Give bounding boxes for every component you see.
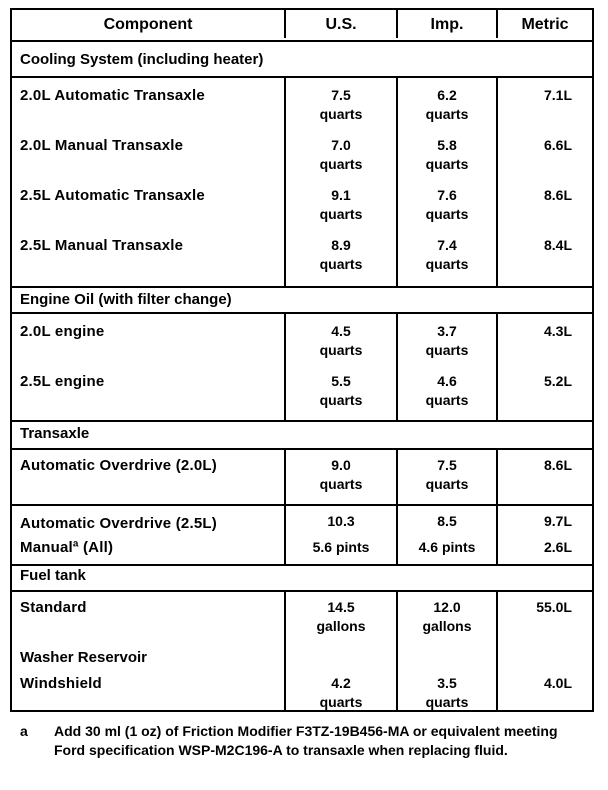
row-label: 2.0L Automatic Transaxle xyxy=(20,87,205,104)
section-divider xyxy=(12,564,592,566)
metric-value: 8.6L xyxy=(543,457,572,473)
row-label: Windshield xyxy=(20,675,102,692)
header-us: U.S. xyxy=(325,16,357,33)
metric-value: 2.6L xyxy=(543,539,572,555)
us-value: 4.2 quarts xyxy=(319,675,363,710)
row-label: Manualª (All) xyxy=(20,539,114,556)
table-header xyxy=(12,10,592,42)
metric-value: 8.4L xyxy=(543,237,572,253)
imp-value: 6.2 quarts xyxy=(425,87,469,122)
metric-value: 5.2L xyxy=(543,373,572,389)
us-value: 9.0 quarts xyxy=(319,457,363,492)
capacities-table xyxy=(10,8,594,712)
header-metric: Metric xyxy=(521,16,569,33)
imp-value: 7.5 quarts xyxy=(425,457,469,492)
row-divider xyxy=(12,504,592,506)
section-divider xyxy=(12,286,592,288)
imp-value: 4.6 quarts xyxy=(425,373,469,408)
section-divider xyxy=(12,312,592,314)
metric-value: 9.7L xyxy=(543,513,572,529)
us-value: 4.5 quarts xyxy=(319,323,363,358)
footnote-text: Add 30 ml (1 oz) of Friction Modifier F3TZ-19B456-MA or equivalent meeting Ford specification WSP-M2C196-A to transaxle when replacing fluid. xyxy=(54,723,558,758)
section-title-transaxle: Transaxle xyxy=(20,425,90,442)
imp-value: 7.4 quarts xyxy=(425,237,469,272)
row-label: 2.0L engine xyxy=(20,323,105,340)
us-value: 7.5 quarts xyxy=(319,87,363,122)
metric-value: 6.6L xyxy=(543,137,572,153)
imp-value: 12.0 gallons xyxy=(422,599,472,634)
us-value: 5.6 pints xyxy=(312,539,370,555)
row-label: 2.5L engine xyxy=(20,373,105,390)
row-label: Standard xyxy=(20,599,87,616)
row-label: 2.0L Manual Transaxle xyxy=(20,137,184,154)
imp-value: 5.8 quarts xyxy=(425,137,469,172)
us-value: 10.3 xyxy=(327,513,355,529)
imp-value: 3.7 quarts xyxy=(425,323,469,358)
us-value: 7.0 quarts xyxy=(319,137,363,172)
metric-value: 4.3L xyxy=(543,323,572,339)
row-label: 2.5L Manual Transaxle xyxy=(20,237,184,254)
metric-value: 55.0L xyxy=(536,599,572,615)
imp-value: 8.5 xyxy=(437,513,457,529)
imp-value: 4.6 pints xyxy=(418,539,476,555)
metric-value: 7.1L xyxy=(543,87,572,103)
footnote-mark: a xyxy=(20,723,28,739)
us-value: 5.5 quarts xyxy=(319,373,363,408)
section-title-engine-oil: Engine Oil (with filter change) xyxy=(20,291,232,308)
section-divider xyxy=(12,590,592,592)
section-divider xyxy=(12,448,592,450)
header-component: Component xyxy=(103,16,193,33)
row-label: 2.5L Automatic Transaxle xyxy=(20,187,205,204)
imp-value: 3.5 quarts xyxy=(425,675,469,710)
section-divider xyxy=(12,420,592,422)
section-divider xyxy=(12,76,592,78)
header-imp: Imp. xyxy=(430,16,464,33)
row-label: Automatic Overdrive (2.5L) xyxy=(20,515,217,532)
metric-value: 4.0L xyxy=(543,675,572,691)
section-title-fuel-tank: Fuel tank xyxy=(20,567,86,584)
metric-value: 8.6L xyxy=(543,187,572,203)
row-label: Automatic Overdrive (2.0L) xyxy=(20,457,217,474)
imp-value: 7.6 quarts xyxy=(425,187,469,222)
us-value: 14.5 gallons xyxy=(316,599,366,634)
section-title-washer-reservoir: Washer Reservoir xyxy=(20,649,148,666)
us-value: 8.9 quarts xyxy=(319,237,363,272)
section-title-cooling: Cooling System (including heater) xyxy=(20,51,264,68)
us-value: 9.1 quarts xyxy=(319,187,363,222)
